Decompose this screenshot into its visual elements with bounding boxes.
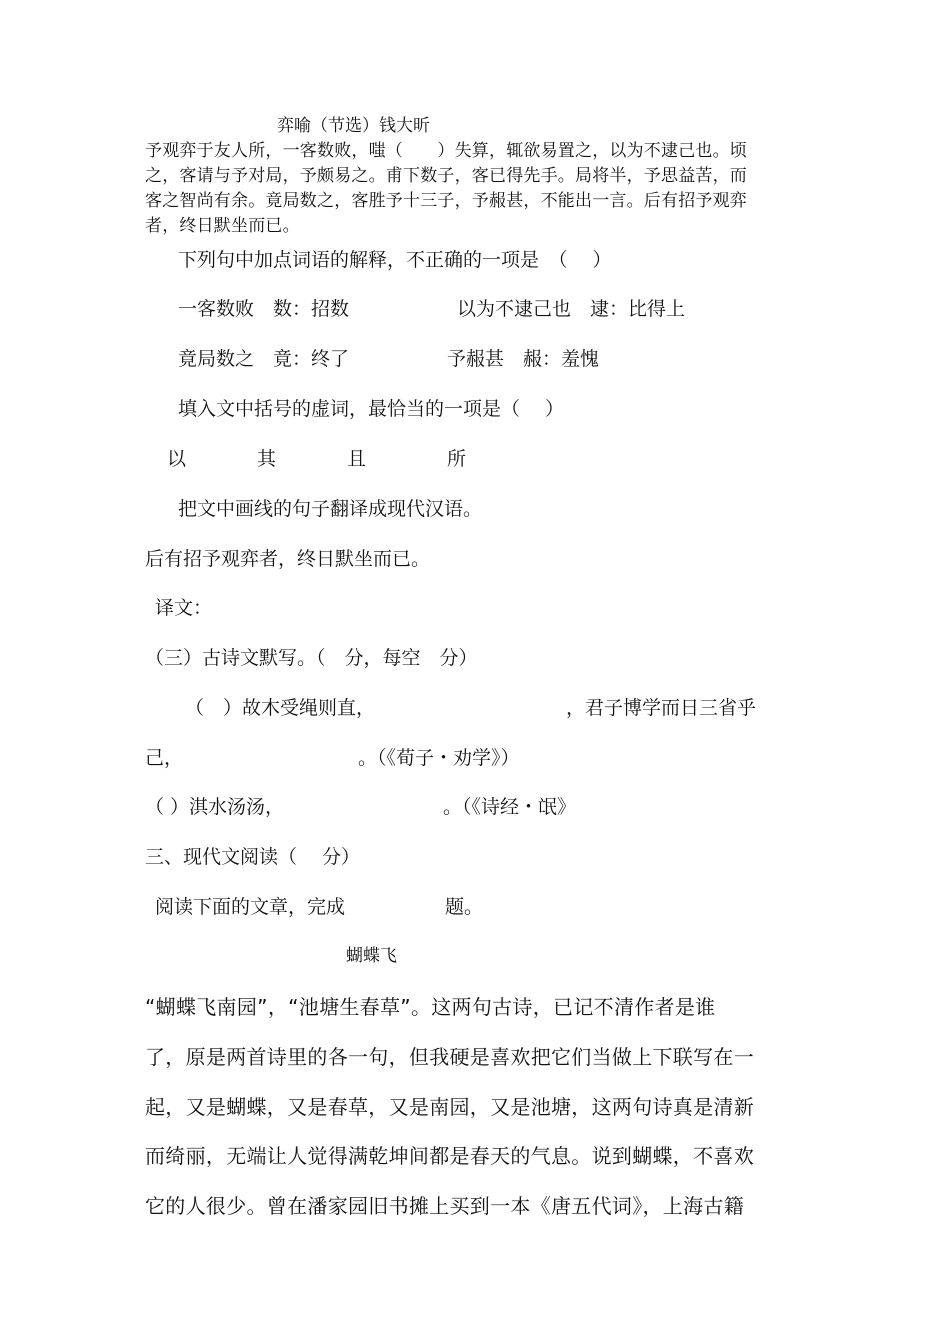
- question-2-option-c: 且: [347, 448, 367, 470]
- recitation-item-1-continued: ，君子博学而日三省乎: [566, 697, 757, 719]
- essay-line: 而绮丽，无端让人觉得满乾坤间都是春天的气息。说到蝴蝶，不喜欢: [145, 1144, 754, 1168]
- question-3-stem: 把文中画线的句子翻译成现代汉语。: [178, 498, 483, 520]
- passage-title: 弈喻（节选）钱大昕: [277, 116, 430, 136]
- essay-line: “蝴蝶飞南园”，“池塘生春草”。这两句古诗，已记不清作者是谁: [145, 995, 716, 1019]
- passage-line: 者，终日默坐而已。: [145, 216, 300, 236]
- question-2-option-b: 其: [257, 448, 277, 470]
- essay-line: 起，又是蝴蝶，又是春草，又是南园，又是池塘，这两句诗真是清新: [145, 1095, 754, 1119]
- modern-reading-instruction-end: 题。: [445, 896, 484, 918]
- question-1-option-b: 以为不逮己也 逮：比得上: [457, 298, 686, 320]
- passage-line: 之，客请与予对局，予颇易之。甫下数子，客已得先手。局将半，予思益苦，而: [145, 166, 747, 186]
- modern-reading-heading: 三、现代文阅读（ 分）: [145, 846, 361, 868]
- translation-label: 译文：: [155, 597, 213, 619]
- question-1-option-c: 竟局数之 竟：终了: [178, 348, 350, 370]
- recitation-item-1-end: 己，: [145, 747, 184, 769]
- recitation-heading: （三）古诗文默写。（ 分，每空 分）: [145, 647, 478, 669]
- modern-reading-instruction: 阅读下面的文章，完成: [155, 896, 346, 918]
- essay-line: 它的人很少。曾在潘家园旧书摊上买到一本《唐五代词》，上海古籍: [145, 1194, 744, 1218]
- essay-title: 蝴蝶飞: [346, 946, 397, 966]
- recitation-item-1: （ ）故木受绳则直，: [185, 697, 376, 719]
- question-2-option-d: 所: [447, 448, 467, 470]
- recitation-item-1-source: 。（《荀子・劝学》）: [358, 747, 520, 769]
- question-1-stem: 下列句中加点词语的解释，不正确的一项是 （ ）: [178, 249, 612, 271]
- passage-line: 予观弈于友人所，一客数败，嗤（ ）失算，辄欲易置之，以为不逮己也。顷: [145, 141, 747, 161]
- question-1-option-d: 予赧甚 赧：羞愧: [447, 348, 600, 370]
- question-2-option-a: 以: [167, 448, 187, 470]
- passage-line: 客之智尚有余。竟局数之，客胜予十三子，予赧甚，不能出一言。后有招予观弈: [145, 191, 747, 211]
- question-3-sentence: 后有招予观弈者，终日默坐而已。: [145, 548, 431, 570]
- recitation-item-2: （ ）淇水汤汤，: [145, 796, 285, 818]
- essay-line: 了，原是两首诗里的各一句，但我硬是喜欢把它们当做上下联写在一: [145, 1045, 754, 1069]
- question-1-option-a: 一客数败 数：招数: [178, 298, 350, 320]
- question-2-stem: 填入文中括号的虚词，最恰当的一项是（ ）: [178, 398, 565, 420]
- recitation-item-2-source: 。（《诗经・氓》: [443, 796, 577, 818]
